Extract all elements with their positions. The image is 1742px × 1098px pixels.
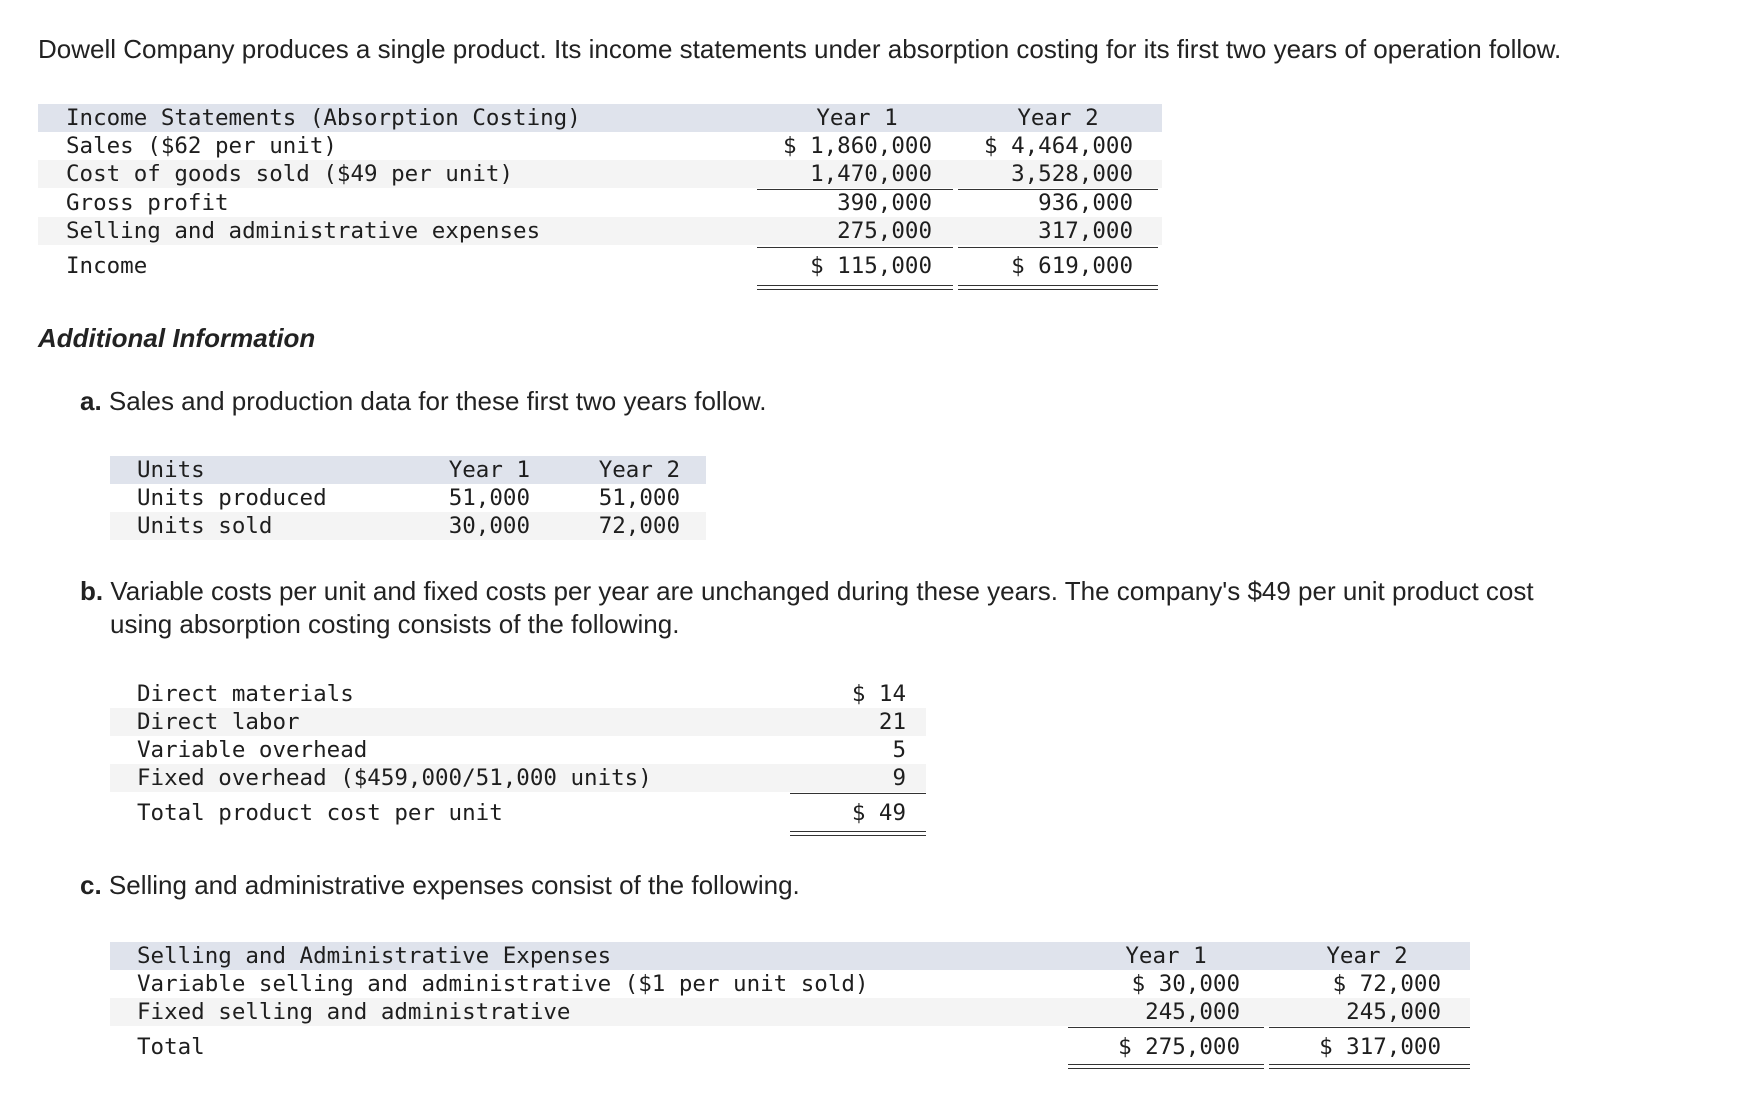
header-year2: Year 2	[598, 457, 680, 483]
row-label: Income	[66, 253, 148, 279]
row-value-year2: 3,528,000	[1011, 161, 1133, 187]
row-value-year2: 72,000	[598, 513, 680, 539]
subtotal-rule	[958, 247, 1158, 248]
row-value: 9	[892, 765, 906, 791]
header-year1: Year 1	[1125, 943, 1207, 969]
row-value: $ 49	[851, 800, 906, 826]
row-value-year1: 275,000	[837, 218, 932, 244]
row-label: Fixed selling and administrative	[137, 999, 571, 1025]
header-year2: Year 2	[1326, 943, 1408, 969]
row-label: Total product cost per unit	[137, 800, 503, 826]
row-label: Sales ($62 per unit)	[66, 133, 337, 159]
row-value-year2: 317,000	[1038, 218, 1133, 244]
row-value-year1: $ 275,000	[1118, 1034, 1240, 1060]
row-value-year2: 245,000	[1346, 999, 1441, 1025]
row-label: Gross profit	[66, 190, 229, 216]
row-value-year2: $ 4,464,000	[983, 133, 1133, 159]
subtotal-rule	[790, 793, 926, 794]
additional-info-heading: Additional Information	[38, 323, 316, 353]
row-value: 21	[878, 709, 906, 735]
row-value-year1: 30,000	[448, 513, 530, 539]
row-label: Units sold	[137, 513, 273, 539]
row-label: Variable selling and administrative ($1 per unit sold)	[137, 971, 869, 997]
subtotal-rule	[1068, 1027, 1264, 1028]
row-value-year2: 51,000	[598, 485, 680, 511]
row-value: 5	[892, 737, 906, 763]
row-value-year1: $ 30,000	[1131, 971, 1240, 997]
total-double-rule	[958, 285, 1158, 290]
subtotal-rule	[757, 247, 953, 248]
row-value-year1: 1,470,000	[810, 161, 932, 187]
part-b-line2: using absorption costing consists of the following.	[110, 609, 680, 639]
row-label: Total	[137, 1034, 205, 1060]
header-label: Selling and Administrative Expenses	[137, 943, 612, 969]
part-b-letter: b.	[80, 576, 104, 606]
row-value-year1: 51,000	[448, 485, 530, 511]
part-c-text	[80, 870, 800, 901]
row-label: Variable overhead	[137, 737, 368, 763]
part-b-line1	[80, 576, 1534, 607]
part-a-text	[80, 386, 767, 417]
row-value-year2: $ 317,000	[1319, 1034, 1441, 1060]
row-value-year1: 390,000	[837, 190, 932, 216]
part-c-description: Selling and administrative expenses consist of the following.	[108, 870, 800, 900]
row-label: Direct materials	[137, 681, 354, 707]
header-year1: Year 1	[448, 457, 530, 483]
total-double-rule	[790, 831, 926, 836]
header-label: Income Statements (Absorption Costing)	[66, 105, 581, 131]
part-b-text-line1: Variable costs per unit and fixed costs per year are unchanged during these years. The company's $49 per unit product cost	[110, 576, 1534, 606]
header-year2: Year 2	[1017, 105, 1099, 131]
header-year1: Year 1	[816, 105, 898, 131]
row-label: Cost of goods sold ($49 per unit)	[66, 161, 514, 187]
row-value-year2: 936,000	[1038, 190, 1133, 216]
row-value-year1: $ 115,000	[810, 253, 932, 279]
intro-text: Dowell Company produces a single product. Its income statements under absorption costing for its first two years of operation follow.	[38, 34, 1562, 64]
row-value: $ 14	[851, 681, 906, 707]
row-value-year1: 245,000	[1145, 999, 1240, 1025]
row-value-year1: $ 1,860,000	[782, 133, 932, 159]
total-double-rule	[1269, 1064, 1470, 1069]
row-value-year2: $ 619,000	[1011, 253, 1133, 279]
header-label: Units	[137, 457, 205, 483]
subtotal-rule	[1269, 1027, 1470, 1028]
part-a-letter: a.	[80, 386, 102, 416]
row-label: Selling and administrative expenses	[66, 218, 541, 244]
total-double-rule	[757, 285, 953, 290]
row-label: Units produced	[137, 485, 327, 511]
row-label: Direct labor	[137, 709, 300, 735]
part-c-letter: c.	[80, 870, 102, 900]
total-double-rule	[1068, 1064, 1264, 1069]
part-a-description: Sales and production data for these first two years follow.	[108, 386, 767, 416]
row-value-year2: $ 72,000	[1332, 971, 1441, 997]
row-label: Fixed overhead ($459,000/51,000 units)	[137, 765, 652, 791]
